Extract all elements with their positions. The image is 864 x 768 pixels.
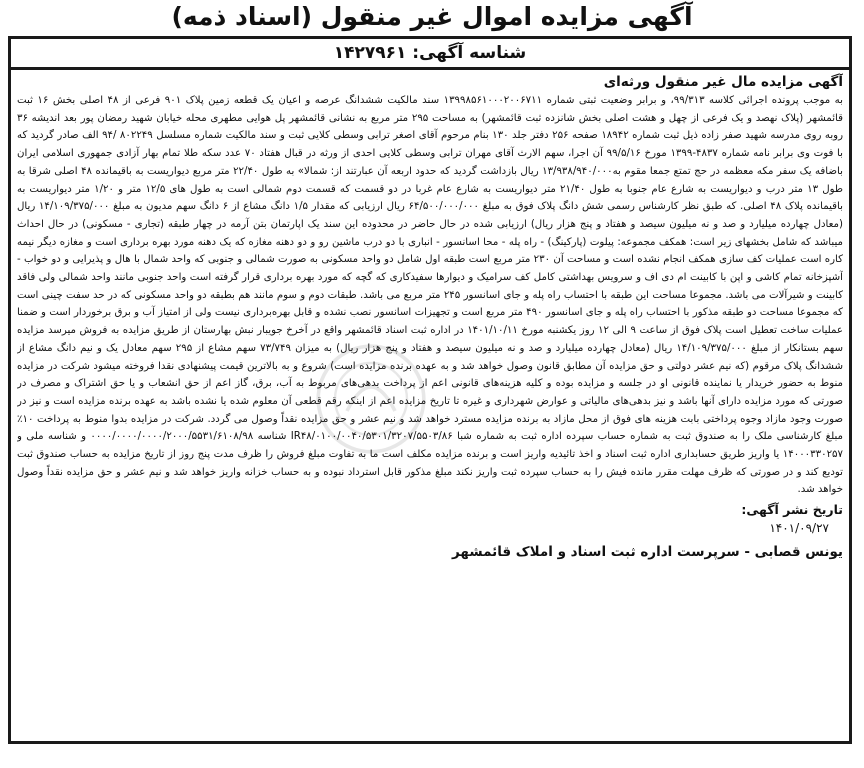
notice-content xyxy=(17,72,843,737)
notice-title: آگهی مزایده اموال غیر منقول (اسناد ذمه) xyxy=(171,2,693,31)
publication-date-label: تاریخ نشر آگهی: xyxy=(741,502,843,518)
notice-body-paragraph: به موجب پرونده اجرائی کلاسه ۹۹/۳۱۳، و برابر وضعیت ثبتی شماره ۱۳۹۹۸۵۶۱۰۰۰۲۰۰۶۷۱۱ سند مالکیت ششدانگ عرصه و اعیان یک قطعه زمین پلاک ۹۰۱ فرعی از ۴۸ اصلی بخش ۱۶ ثبت قائمشهر (پلاک نهصد و یک فرعی از چهل و هشت اصلی بخش شانزده ثبت قائمشهر) به مساحت ۲۹۵ متر مربع به نشانی قائمشهر پل هوایی مطهری محله خیابان شهید رمضان پور بعد اندیشه ۳۶ روبه روی مدرسه شهید صفر زاده ذیل ثبت شماره ۱۸۹۴۲ صفحه ۲۵۶ دفتر جلد ۱۳۰ بنام مرحوم آقای اصغر ترابی وسطی کلایی ثبت و سند مالکیت شماره مسلسل ۸۰۲۲۴۹ /۹۴ الف صادر گردید که با فوت وی برابر نامه شماره ۴۸۳۷-۱۳۹۹ مورخ ۹۹/۵/۱۶ آن اجرا، سهم الارث آقای مهران ترابی وسطی کلایی احدی از ورثه در قبال هفتاد ۷۰ عدد سکه طلا تمام بهار آزادی جمهوری اسلامی ایران باضافه یک سفر مکه معظمه در حج تمتع جمعا مقوم به۱۳/۹۳۸/۹۴۰/۰۰۰ ریال بازداشت گردید که حدود اربعه آن عبارتند از: شمالا» به طول ۲۲/۴۰ متر مربع دیواریست به باقیمانده ۴۸ اصلی شرقا به طول ۱۳ متر درب و دیواریست به شارع عام جنوبا به طول ۲۱/۴۰ متر دیواریست به شارع عام غربا در دو قسمت که قسمت دوم شمالی است به طول های ۱۲/۵ متر و ۱/۲۰ متر دیواریست به باقیمانده پلاک ۴۸ اصلی. که طبق نظر کارشناس رسمی شش دانگ پلاک فوق به مبلغ ۶۴/۵۰۰/۰۰۰/۰۰۰ ریال ارزیابی که مقدار ۱/۵ دانگ مشاع از ۶ دانگ سهم مدیون به مبلغ ۱۴/۱۰۹/۳۷۵/۰۰۰ ریال (معادل چهارده میلیارد و صد و نه میلیون سیصد و هفتاد و پنج هزار ریال) ارزیابی شده در حال حاضر در محدوده این سند یک اپارتمان بتن آرمه در چهار طبقه (تجاری - مسکونی) در حال احداث میباشد که شامل بخشهای زیر است: همکف مجموعه: پیلوت (پارکینگ) - راه پله - محا اسانسور - انباری با دو درب ماشین رو و دو دهنه مغازه که یک دهنه مورد بهره برداری است و مغازه دیگر نیمه کاره است عملیات کف سازی همکف انجام نشده است و مساحت آن ۲۳۰ متر مربع است طبقه اول شامل دو واحد مسکونی به صورت شمالی و جنوبی که واحد شمال با هال و پذیرایی و دو خواب - آشپزخانه تمام کاشی و اپن با کابینت ام دی اف و سرویس بهداشتی کامل کف سرامیک و دیوارها سفیدکاری که گچه که مورد بهره برداری قرار گرفته است واحد جنوبی مانند واحد شمالی ولی فاقد کابینت و شیرآلات می باشد. مجموعا مساحت این طبقه با احتساب راه پله و جای اسانسور ۲۴۵ متر مربع می باشد. طبقات دوم و سوم مانند هم بطبقه دو واحد مسکونی که در حد سفت چینی است که مجموعا مساحت دو طبقه مذکور با احتساب راه پله و جای اسانسور ۴۹۰ متر مربع است و تجهیزات اسانسور نصب نشده و قابل بهره‌برداری نیست ولی از امتیاز آب و برق برخوردار است و ضمنا عملیات ساخت تعطیل است پلاک فوق از ساعت ۹ الی ۱۲ روز یکشنبه مورخ ۱۴۰۱/۱۰/۱۱ در اداره ثبت اسناد قائمشهر واقع در آخرخ جویبار نبش بهارستان از طریق مزایده به فروش میرسد مزایده سهم بستانکار از مبلغ ۱۴/۱۰۹/۳۷۵/۰۰۰ ریال (معادل چهارده میلیارد و صد و نه میلیون سیصد و هفتاد و پنج هزار ریال) به میزان ۷۳/۷۴۹ سهم مشاع از ۲۹۵ سهم معادل یک و نیم دانگ مشاع از ششدانگ پلاک مرقوم (که نیم عشر دولتی و حق مزایده آن مطابق قانون وصول خواهد شد و به عهده برنده مزایده است) شروع و به بالاترین قیمت پیشنهادی نقدا فروخته میشود شرکت در مزایده منوط به حضور خریدار یا نماینده قانونی او در جلسه و مزایده بوده و کلیه هزینه‌های قانونی اعم از پرداخت بدهی‌های مربوط به آب، برق، گاز اعم از حق انشعاب و یا حق اشتراک و مصرف در صورتی که مورد مزایده دارای آنها باشد و نیز بدهی‌های مالیاتی و عوارض شهرداری و غیره تا تاریخ مزایده اعم از اینکه رقم قطعی آن معلوم شده یا نشده باشد به عهده برنده مزایده است و نیز در صورت وجود مازاد وجوه پرداختی بابت هزینه های فوق از محل مازاد به برنده مزایده مسترد خواهد شد و نیم عشر و حق مزایده نقداً وصول می گردد. شرکت در مزایده بدوا منوط به پرداخت ۱۰٪ مبلغ کارشناسی ملک را به صندوق ثبت به شماره حساب سپرده اداره ثبت به شماره شبا IR۴۸/۰۱۰۰/۰۰۴۰/۵۳۰۱/۳۲۰۷/۵۵۰۳/۸۶ شناسه ۰۰۰۰/۰۰۰۰/۰۰۰۰/۲۰۰۰/۵۵۳۱/۶۱۰۸/۹۸ و شناسه ملی و ۱۴۰۰۰۳۳۰۲۵۷ یا واریز طریق حسابداری اداره ثبت اسناد و اخذ تائیدیه واریز است و برنده مزایده مکلف است ما به تفاوت مبلغ فروش را ظرف مدت پنج روز از تاریخ مزایده به حساب صندوق ثبت توديع كند و در صورتی که ظرف مهلت مقرر مانده فیش را به حساب سپرده ثبت واریز نکند مبلغ مذکور قابل استرداد نبوده و به حساب خزانه واریز خواهد شد و نیم عشر و حق مزایده نقداً وصول خواهد شد. xyxy=(17,95,843,496)
notice-id: شناسه آگهی: ۱۴۲۷۹۶۱ xyxy=(333,43,527,63)
signature-line: یونس قصابی - سرپرست اداره ثبت اسناد و املاک قائمشهر xyxy=(452,544,843,561)
notice-subtitle: آگهی مزایده مال غیر منقول ورثه‌ای xyxy=(603,74,843,90)
header-divider xyxy=(11,67,849,70)
publication-date-value: ۱۴۰۱/۰۹/۲۷ xyxy=(769,521,829,536)
notice-frame xyxy=(8,36,852,744)
